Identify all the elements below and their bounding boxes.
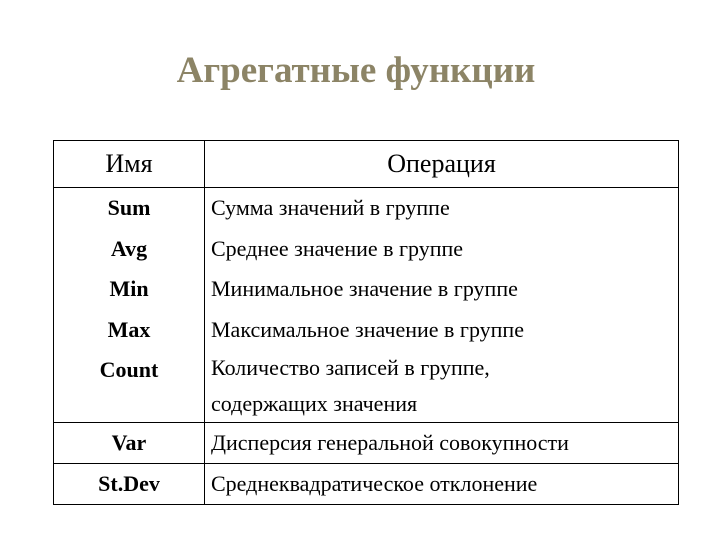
slide-title: Агрегатные функции — [176, 50, 536, 91]
table-row — [54, 464, 679, 505]
aggregate-functions-table — [53, 140, 679, 505]
table-header-row — [54, 141, 679, 188]
operation-avg: Среднее значение в группе — [211, 235, 464, 261]
operation-var: Дисперсия генеральной совокупности — [205, 423, 679, 464]
operation-stdev: Среднеквадратическое отклонение — [205, 464, 679, 505]
function-name-stdev: St.Dev — [54, 464, 205, 505]
operation-count-line-1: Количество записей в группе, — [211, 355, 490, 380]
operation-count — [211, 350, 678, 422]
operation-max: Максимальное значение в группе — [211, 316, 524, 342]
function-name-var: Var — [54, 423, 205, 464]
table-row — [54, 188, 679, 423]
header-operation: Операция — [205, 141, 679, 188]
operation-sum: Сумма значений в группе — [211, 195, 450, 220]
table-row — [54, 423, 679, 464]
function-names-cell — [54, 188, 205, 423]
function-name-avg: Avg — [110, 235, 148, 261]
operation-min: Минимальное значение в группе — [211, 276, 518, 301]
operation-count-line-2: содержащих значения — [211, 391, 418, 416]
function-name-sum: Sum — [107, 195, 151, 220]
header-name: Имя — [54, 141, 205, 188]
function-operations-cell — [205, 188, 679, 423]
function-name-max: Max — [107, 316, 151, 342]
function-name-count: Count — [99, 357, 159, 382]
function-name-min: Min — [109, 276, 149, 301]
